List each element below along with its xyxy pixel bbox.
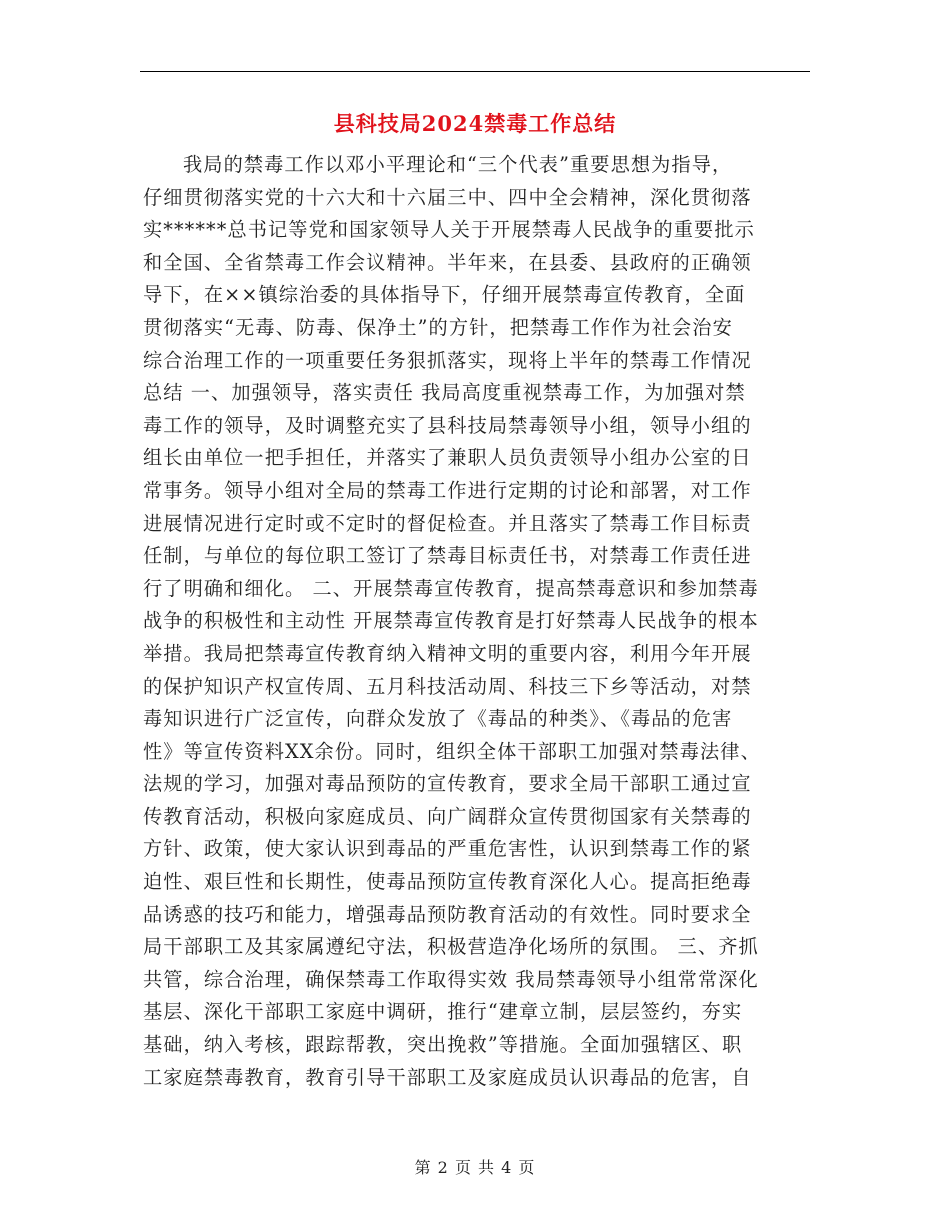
body-line: 共管，综合治理，确保禁毒工作取得实效 我局禁毒领导小组常常深化 (143, 967, 759, 991)
body-line: 传教育活动，积极向家庭成员、向广阔群众宣传贯彻国家有关禁毒的 (143, 804, 752, 828)
body-line: 局干部职工及其家属遵纪守法，积极营造净化场所的氛围。 三、齐抓 (143, 935, 759, 959)
body-line: 综合治理工作的一项重要任务狠抓落实，现将上半年的禁毒工作情况 (143, 348, 752, 372)
body-line: 贯彻落实“无毒、防毒、保净土”的方针，把禁毒工作作为社会治安 (143, 315, 733, 339)
document-body (143, 149, 810, 1094)
body-line: 我局的禁毒工作以邓小平理论和“三个代表”重要思想为指导， (183, 153, 733, 176)
body-line: 法规的学习，加强对毒品预防的宣传教育，要求全局干部职工通过宣 (143, 772, 752, 796)
document-title: 县科技局2024禁毒工作总结 (333, 111, 617, 136)
body-line: 仔细贯彻落实党的十六大和十六届三中、四中全会精神，深化贯彻落 (143, 185, 752, 209)
body-line: 品诱惑的技巧和能力，增强毒品预防教育活动的有效性。同时要求全 (143, 902, 752, 926)
body-line: 迫性、艰巨性和长期性，使毒品预防宣传教育深化人心。提高拒绝毒 (143, 870, 752, 894)
body-line: 任制，与单位的每位职工签订了禁毒目标责任书，对禁毒工作责任进 (143, 544, 752, 568)
body-line: 举措。我局把禁毒宣传教育纳入精神文明的重要内容，利用今年开展 (143, 641, 752, 665)
body-line: 进展情况进行定时或不定时的督促检查。并且落实了禁毒工作目标责 (143, 511, 752, 535)
body-line: 组长由单位一把手担任，并落实了兼职人员负责领导小组办公室的日 (143, 446, 752, 470)
header-rule (140, 71, 810, 72)
body-line: 常事务。领导小组对全局的禁毒工作进行定期的讨论和部署，对工作 (143, 478, 752, 502)
body-line: 性》等宣传资料XX余份。同时，组织全体干部职工加强对禁毒法律、 (143, 739, 761, 763)
page-number-footer: 第 2 页 共 4 页 (414, 1158, 536, 1177)
body-line: 和全国、全省禁毒工作会议精神。半年来，在县委、县政府的正确领 (143, 250, 752, 274)
body-line: 总结 一、加强领导，落实责任 我局高度重视禁毒工作，为加强对禁 (143, 381, 746, 405)
body-line: 方针、政策，使大家认识到毒品的严重危害性，认识到禁毒工作的紧 (143, 837, 752, 861)
body-line: 导下，在××镇综治委的具体指导下，仔细开展禁毒宣传教育，全面 (143, 283, 746, 307)
body-line: 行了明确和细化。 二、开展禁毒宣传教育，提高禁毒意识和参加禁毒 (143, 576, 759, 600)
body-line: 基础，纳入考核，跟踪帮教，突出挽救”等措施。全面加强辖区、职 (143, 1033, 743, 1057)
body-line: 毒知识进行广泛宣传，向群众发放了《毒品的种类》、《毒品的危害 (143, 707, 733, 731)
body-line: 工家庭禁毒教育，教育引导干部职工及家庭成员认识毒品的危害，自 (143, 1065, 752, 1089)
body-line: 的保护知识产权宣传周、五月科技活动周、科技三下乡等活动，对禁 (143, 674, 752, 698)
body-line: 战争的积极性和主动性 开展禁毒宣传教育是打好禁毒人民战争的根本 (143, 609, 759, 633)
body-line: 实******总书记等党和国家领导人关于开展禁毒人民战争的重要批示 (143, 218, 755, 242)
body-line: 基层、深化干部职工家庭中调研，推行“建章立制，层层签约，夯实 (143, 1000, 743, 1024)
body-line: 毒工作的领导，及时调整充实了县科技局禁毒领导小组，领导小组的 (143, 413, 752, 437)
